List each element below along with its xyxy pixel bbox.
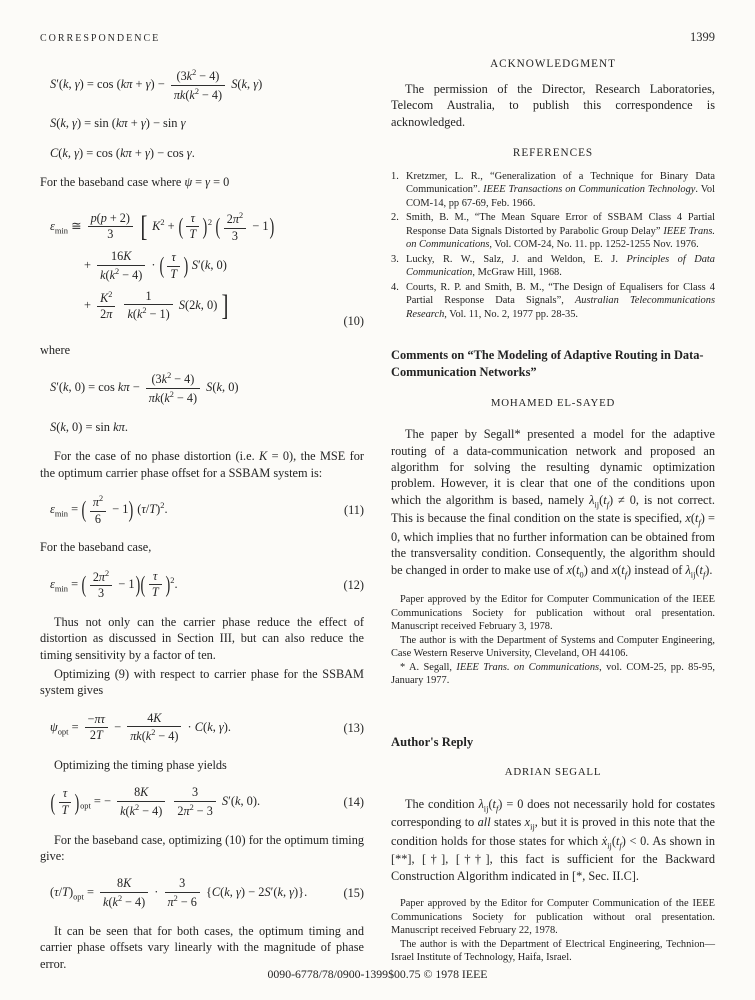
equation-s-0 [50, 419, 364, 436]
reply-footnote [391, 897, 715, 965]
equation-10-line2: + $\frac{16K}{k(k^2 - 4)}$ · ( $\frac{\tau}{T}$ ) S′(k, 0) [84, 249, 227, 282]
reference-item [391, 211, 715, 252]
two-column-layout [40, 55, 715, 975]
paragraph-baseband-where: For the baseband case where ψ = γ = 0 [40, 175, 230, 190]
page-number: 1399 [690, 30, 715, 44]
comment-body: The paper by Segall* presented a model for the adaptive routing of a data-communication network and proposed an algorithm for solving the resulting dynamic optimization problem. However, it is clear that one of the conditions upon which the algorithm is based, namely $\lambda_{ij}(t_f) \ne 0$, is not correct. This is because the final condition on the state is specified, $x(t_f) = 0$, which implies that no further information can be obtained from the transversality condition. Consequently, the algorithm should be changed in order to make use of $x(t_0)$ and $x(t_f)$ instead of $\lambda_{ij}(t_f)$. [391, 427, 715, 579]
reference-text: Lucky, R. W., Salz, J. and Weldon, E. J. Principles of Data Communication, McGraw Hill, 1968. [406, 253, 715, 279]
equation-s-gamma [50, 115, 364, 132]
running-head: CORRESPONDENCE [40, 33, 161, 44]
equation-body: $\psi_{opt}$ = $\frac{-\pi\tau}{2T}$ − $\frac{4K}{\pi k(k^2 - 4)}$ · C(k, γ). [50, 710, 232, 744]
paragraph-thus: Thus not only can the carrier phase reduce the effect of distortion as discussed in Section III, but can also reduce the timing sensitivity by a factor of ten. [40, 614, 364, 662]
footnote-author-affiliation: The author is with the Department of Electrical Engineering, Technion—Israel Institute of Technology, Haifa, Israel. [391, 938, 715, 964]
equation-10 [50, 204, 364, 329]
reference-number: 4. [391, 281, 399, 293]
equation-12 [50, 569, 364, 601]
left-column [40, 55, 364, 975]
equation-13 [50, 712, 364, 744]
comment-footnote [391, 593, 715, 688]
equation-body: C(k, γ) = cos (kπ + γ) − cos γ. [50, 145, 195, 160]
equation-number: (11) [343, 502, 364, 517]
page-header [40, 30, 715, 45]
equation-s-prime-gamma [50, 68, 364, 102]
paragraph-conclusion: It can be seen that for both cases, the optimum timing and carrier phase offsets vary linearly with the magnitude of phase error. [40, 923, 364, 971]
paragraph-where: where [40, 342, 71, 357]
paragraph-optimizing-9: Optimizing (9) with respect to carrier phase for the SSBAM system gives [40, 667, 364, 698]
footnote-author-affiliation: The author is with the Department of Systems and Computer Engineering, Case Western Reserve University, Cleveland, OH 44106. [391, 634, 715, 660]
footnote-segall-reference: * A. Segall, IEEE Trans. on Communications, vol. COM-25, pp. 85-95, January 1977. [391, 661, 715, 687]
equation-10-line1: $\varepsilon_{min}$ ≅ $\frac{p(p + 2)}{3}$ [ $K^2$ + ( $\frac{\tau}{T}$ )$^2$ ( $\frac{2\pi^2}{3}$ − 1) [50, 209, 274, 243]
equation-14 [50, 786, 364, 818]
equation-number: (13) [343, 720, 364, 735]
equation-body: $\varepsilon_{min}$ = ( $\frac{2\pi^2}{3}$ − 1)( $\frac{\tau}{T}$ )$^2$. [50, 568, 178, 601]
equation-number: (14) [343, 795, 364, 810]
equation-number: (10) [343, 313, 364, 328]
paragraph-baseband-optimizing: For the baseband case, optimizing (10) for the optimum timing give: [40, 832, 364, 864]
equation-number: (12) [343, 577, 364, 592]
reference-list [391, 170, 715, 322]
acknowledgment-text: The permission of the Director, Research Laboratories, Telecom Australia, to publish this correspondence is acknowledged. [391, 81, 715, 129]
equation-body: $\varepsilon_{min}$ = ( $\frac{\pi^2}{6}$ − 1) $(\tau/T)^2$. [50, 493, 168, 526]
reference-number: 3. [391, 253, 399, 265]
reference-text: Smith, B. M., “The Mean Square Error of SSBAM Class 4 Partial Response Data Signals Distorted by Parabolic Group Delay” IEEE Trans. on Communications, Vol. COM-24, No. 11. pp. 1252-1255 Nov. 1976. [406, 212, 716, 251]
equation-body: S(k, γ) = sin (kπ + γ) − sin γ [50, 116, 186, 131]
reference-number: 1. [391, 170, 399, 182]
reference-text: Kretzmer, L. R., “Generalization of a Technique for Binary Data Communication”. IEEE Transactions on Communication Technology. Vol COM-14, pp 67-69, Feb. 1966. [406, 170, 715, 209]
authors-reply-heading: Author's Reply [391, 734, 474, 749]
equation-s-prime-0 [50, 371, 364, 405]
equation-11 [50, 494, 364, 526]
acknowledgment-heading: ACKNOWLEDGMENT [490, 58, 616, 70]
reference-number: 2. [391, 212, 399, 224]
equation-10-line3: + $\frac{K^2}{2\pi}$ $\frac{1}{k(k^2 - 1)}$ S(2k, 0) ] [84, 288, 229, 322]
equation-body: S′(k, γ) = cos (kπ + γ) − $\frac{(3k^2 - 4)}{\pi k(k^2 - 4)}$ S(k, γ) [50, 68, 263, 102]
reply-body: The condition $\lambda_{ij}(t_f) = 0$ does not necessarily hold for costates corresponding to all states $x_{ij}$, but it is proved in this note that the condition holds for those states for which $ẋ_{ij}(t_f) < 0$. As shown in [**], [†], [††], this fact is sufficient for the Backward Construction Algorithm indicated in [*, Sec. II.C]. [391, 796, 716, 883]
equation-body: $(\tau/T)_{opt}$ = $\frac{8K}{k(k^2 - 4)}$ · $\frac{3}{\pi^2 - 6}$ {C(k, γ) − 2S′(k, γ)}. [50, 876, 308, 910]
references-heading: REFERENCES [512, 146, 594, 159]
paragraph-baseband-case: For the baseband case, [40, 540, 152, 555]
reply-author-name: ADRIAN SEGALL [504, 766, 602, 779]
right-column [391, 55, 715, 975]
equation-15 [50, 877, 364, 909]
paragraph-no-phase-distortion: For the case of no phase distortion (i.e. K = 0), the MSE for the optimum carrier phase offset for a SSBAM system is: [40, 449, 364, 480]
reference-text: Courts, R. P. and Smith, B. M., “The Design of Equalisers for Class 4 Partial Response Data Signals”, Australian Telecommunications Research, Vol. 11, No. 2, 1977 pp. 28-35. [406, 281, 715, 320]
equation-body: ( $\frac{\tau}{T}$ )$_{opt}$ = − $\frac{8K}{k(k^2 - 4)}$ $\frac{3}{2\pi^2 - 3}$ S′(k, 0). [50, 785, 261, 819]
reference-item [391, 281, 715, 322]
reference-item [391, 170, 715, 211]
equation-body: S(k, 0) = sin kπ. [50, 419, 128, 434]
equation-body [50, 204, 340, 329]
footnote-paper-approved: Paper approved by the Editor for Computer Communication of the IEEE Communications Society for publication without oral presentation. Manuscript received February 3, 1978. [391, 594, 715, 633]
paragraph-optimizing-timing: Optimizing the timing phase yields [54, 758, 227, 773]
equation-body: S′(k, 0) = cos kπ − $\frac{(3k^2 - 4)}{\pi k(k^2 - 4)}$ S(k, 0) [50, 371, 239, 406]
comment-author-name: MOHAMED EL-SAYED [490, 396, 616, 409]
equation-number: (15) [343, 886, 364, 901]
comment-article-title: Comments on “The Modeling of Adaptive Routing in Data-Communication Networks” [391, 348, 704, 380]
reference-item [391, 253, 715, 280]
footnote-paper-approved: Paper approved by the Editor for Computer Communication of the IEEE Communications Society for publication without oral presentation. Manuscript received February 22, 1978. [391, 898, 715, 937]
equation-c-gamma [50, 145, 364, 162]
copyright-line: 0090-6778/78/0900-1399$00.75 © 1978 IEEE [267, 967, 488, 981]
